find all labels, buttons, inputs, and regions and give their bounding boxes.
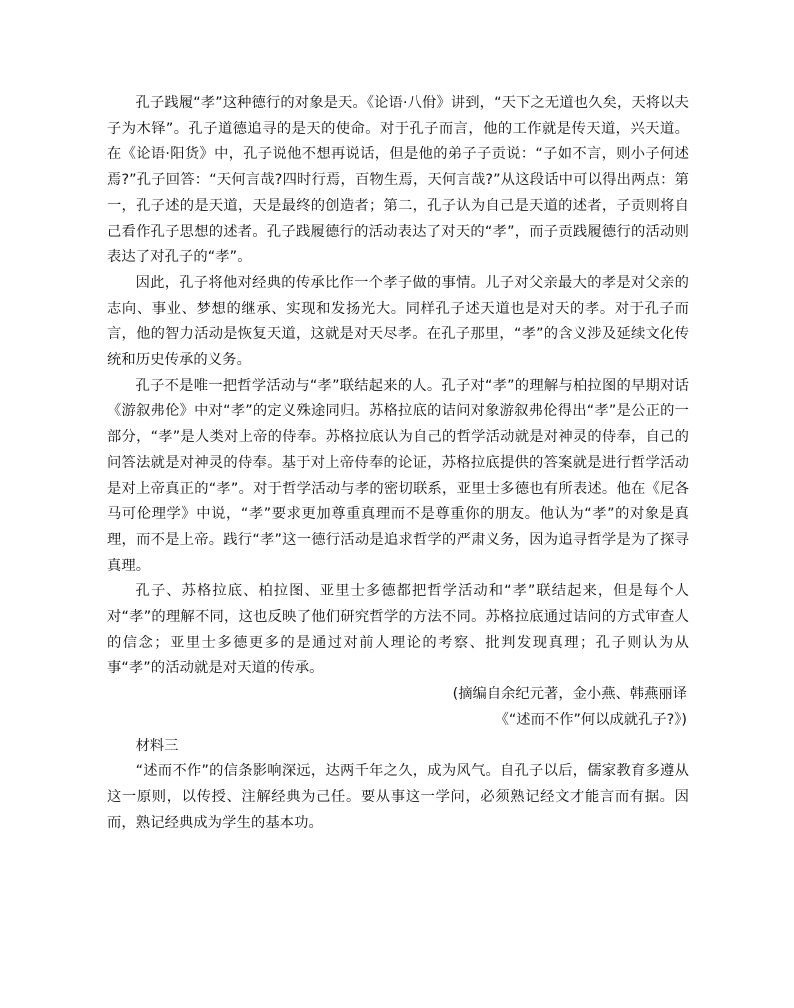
source-citation-line-1: (摘编自余纪元著，金小燕、韩燕丽译	[452, 686, 687, 703]
paragraph-1: 孔子践履“孝”这种德行的对象是天。《论语·八佾》讲到，“天下之无道也久矣，天将以夫子为木铎”。孔子道德追寻的是天的使命。对于孔子而言，他的工作就是传天道，兴天道。在《论语·阳货》中，孔子说他不想再说话，但是他的弟子子贡说：“子如不言，则小子何述焉?”孔子回答：“天何言哉?四时行焉，百物生焉，天何言哉?”从这段话中可以得出两点：第一，孔子述的是天道，天是最终的创造者；第二，孔子认为自己是天道的述者，子贡则将自己看作孔子思想的述者。孔子践履德行的活动表达了对天的“孝”，而子贡践履德行的活动则表达了对孔子的“孝”。	[107, 95, 689, 266]
section-title: 材料三	[135, 737, 179, 754]
article-body	[107, 91, 689, 836]
paragraph-2: 因此，孔子将他对经典的传承比作一个孝子做的事情。儿子对父亲最大的孝是对父亲的志向、事业、梦想的继承、实现和发扬光大。同样孔子述天道也是对天的孝。对于孔子而言，他的智力活动是恢复天道，这就是对天尽孝。在孔子那里，“孝”的含义涉及延续文化传统和历史传承的义务。	[107, 274, 689, 369]
source-citation-line-2: 《“述而不作”何以成就孔子?》)	[494, 711, 687, 728]
paragraph-5: “述而不作”的信条影响深远，达两千年之久，成为风气。自孔子以后，儒家教育多遵从这一原则，以传授、注解经典为己任。要从事这一学问，必须熟记经文才能言而有据。因而，熟记经典成为学生的基本功。	[107, 763, 689, 831]
paragraph-4: 孔子、苏格拉底、柏拉图、亚里士多德都把哲学活动和“孝”联结起来，但是每个人对“孝”的理解不同，这也反映了他们研究哲学的方法不同。苏格拉底通过诘问的方式审查人的信念；亚里士多德更多的是通过对前人理论的考察、批判发现真理；孔子则认为从事“孝”的活动就是对天道的传承。	[107, 583, 689, 677]
paragraph-3: 孔子不是唯一把哲学活动与“孝”联结起来的人。孔子对“孝”的理解与柏拉图的早期对话《游叙弗伦》中对“孝”的定义殊途同归。苏格拉底的诘问对象游叙弗伦得出“孝”是公正的一部分，“孝”是人类对上帝的侍奉。苏格拉底认为自己的哲学活动就是对神灵的侍奉，自己的问答法就是对神灵的侍奉。基于对上帝侍奉的论证，苏格拉底提供的答案就是进行哲学活动是对上帝真正的“孝”。对于哲学活动与孝的密切联系，亚里士多德也有所表述。他在《尼各马可伦理学》中说，“孝”要求更加尊重真理而不是尊重你的朋友。他认为“孝”的对象是真理，而不是上帝。践行“孝”这一德行活动是追求哲学的严肃义务，因为追寻哲学是为了探寻真理。	[107, 377, 689, 574]
